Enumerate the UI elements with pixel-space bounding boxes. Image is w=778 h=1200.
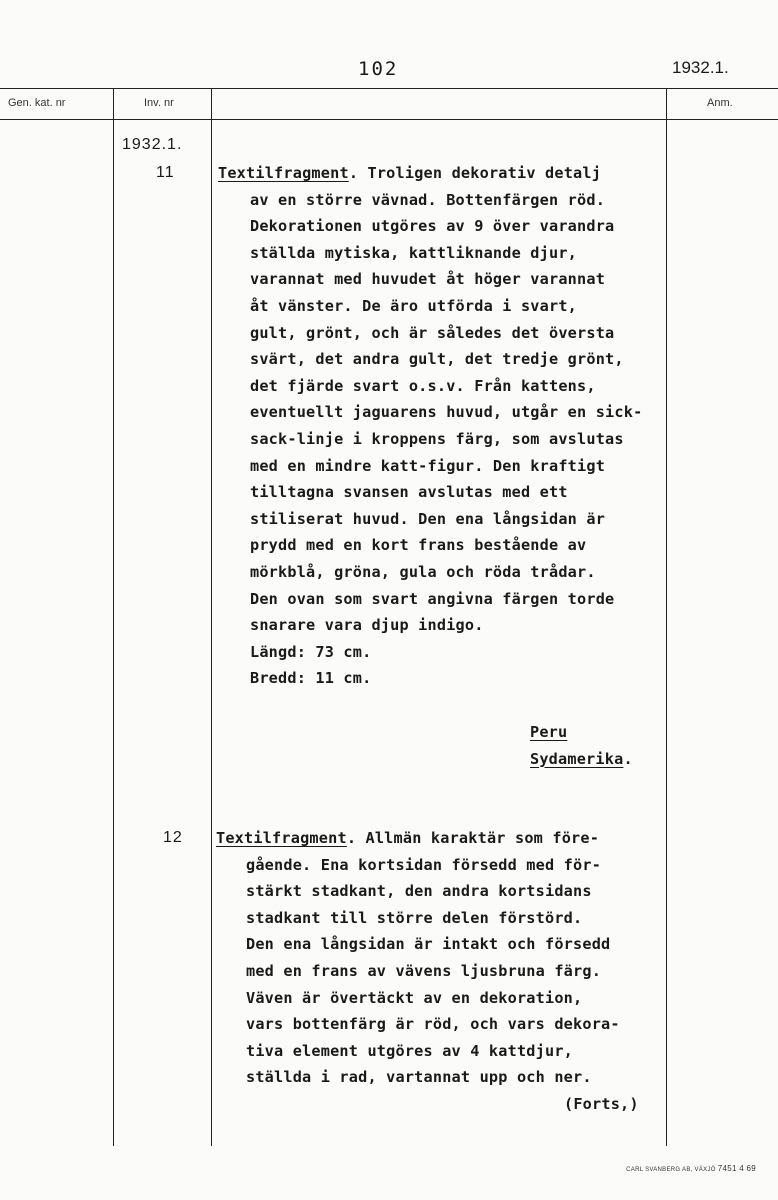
column-heading-inv: Inv. nr: [144, 97, 174, 109]
column-divider-2: [211, 88, 212, 1146]
column-heading-anm: Anm.: [707, 97, 733, 109]
column-divider-1: [113, 88, 114, 1146]
origin-region: Sydamerika: [530, 749, 624, 768]
inv-number-12: 12: [163, 829, 183, 846]
year-label: 1932.1.: [122, 136, 183, 153]
header-top-rule: [0, 88, 778, 89]
entry-12-text: Textilfragment. Allmän karaktär som före- gående. Ena kortsidan försedd med för- stärkt stadkant, den andra kortsidans stadkant till större delen förstörd. Den ena långsidan är intakt och försedd med en frans av vävens ljusbruna färg. Väven är övertäckt av en dekoration, vars bottenfärg är röd, och vars dekora- tiva element utgöres av 4 kattdjur, ställda i rad, vartannat upp och ner. (Forts,): [216, 829, 639, 1113]
inv-number-11: 11: [156, 164, 175, 181]
entry-11-title: Textilfragment: [218, 164, 349, 182]
column-heading-gen-kat: Gen. kat. nr: [8, 97, 66, 109]
entry-12-title: Textilfragment: [216, 829, 347, 847]
origin-country: Peru: [530, 723, 568, 741]
catalog-reference: 1932.1.: [672, 58, 729, 77]
header-bottom-rule: [0, 119, 778, 120]
column-divider-3: [666, 88, 667, 1146]
entry-11-origin: Peru Sydamerika.: [530, 723, 633, 768]
entry-11-text: Textilfragment. Troligen dekorativ detalj av en större vävnad. Bottenfärgen röd. Dekorationen utgöres av 9 över varandra ställda mytiska, kattliknande djur, varannat med huvudet åt höger varannat åt vänster. De äro utförda i svart, gult, grönt, och är således det översta svärt, det andra gult, det tredje grönt, det fjärde svart o.s.v. Från kattens, eventuellt jaguarens huvud, utgår en sick- sack-linje i kroppens färg, som avslutas med en mindre katt-figur. Den kraftigt tilltagna svansen avslutas med ett stiliserat huvud. Den ena långsidan är prydd med en kort frans bestående av mörkblå, gröna, gula och röda trådar. Den ovan som svart angivna färgen torde snarare vara djup indigo. Längd: 73 cm. Bredd: 11 cm.: [218, 164, 643, 688]
form-number: 7451 4 69: [717, 1164, 756, 1173]
page-number: 102: [358, 58, 399, 80]
printer-mark: CARL SVANBERG AB, VÄXJÖ 7451 4 69: [626, 1164, 756, 1173]
